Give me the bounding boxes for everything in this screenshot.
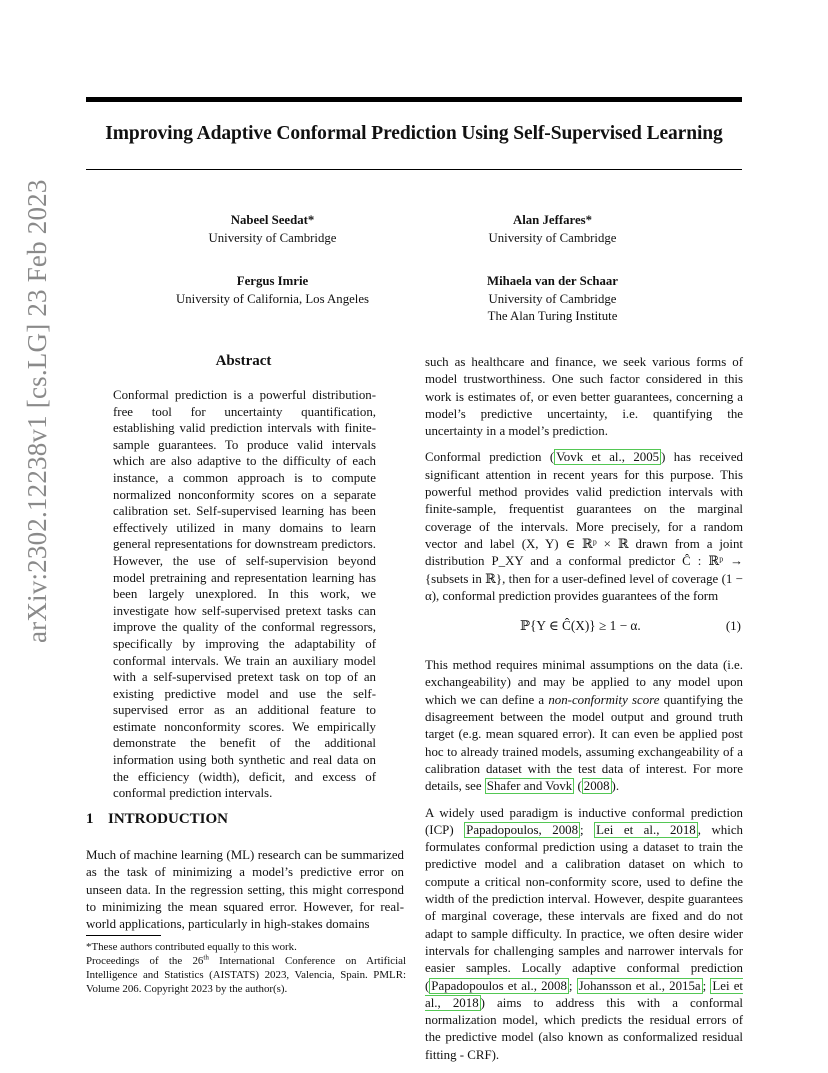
author-affiliation: University of Cambridge [488,291,617,306]
proceedings-text: Proceedings of the 26 [86,955,204,968]
intro-text: Much of machine learning (ML) research can be summarized as the task of minimizing a model’s predictive error on unseen data. In the regression setting, this might correspond to minimizing the mean squared error. However, for real-world applications, particularly in high-stakes domains [86,848,404,932]
intro-paragraph [86,847,404,933]
paragraph-text: ; [568,978,577,993]
paragraph-text: ; [580,822,595,837]
paragraph [425,449,743,605]
top-rule [86,97,742,102]
footnote-equal-contribution: *These authors contributed equally to this work. [86,941,297,953]
author-block [150,212,395,247]
abstract-text: Conformal prediction is a powerful distribution-free tool for uncertainty quantification, establishing valid prediction intervals with finite-sample guarantees. To produce valid intervals which are also adaptive to the difficulty of each instance, a common approach is to compute normalized nonconformity scores on a separate calibration set. Self-supervised learning has been effectively utilized in many domains to learn general representations for downstream predictors. However, the use of self-supervision beyond model pretraining and representation learning has been largely unexplored. In this work, we investigate how self-supervised pretext tasks can improve the quality of the conformal regressors, specifically by improving the adaptability of conformal intervals. We train an auxiliary model with a self-supervised pretext task on top of an existing predictive model and use the self-supervised error as an additional feature to estimate nonconformity scores. We empirically demonstrate the benefit of the additional information using both synthetic and real data on the efficiency (width), deficit, and excess of conformal prediction intervals. [113,388,376,801]
author-affiliation: The Alan Turing Institute [487,309,618,323]
author-name: Alan Jeffares* [512,213,593,227]
citation-link[interactable]: Lei et al., 2018 [425,978,744,1010]
author-name: Mihaela van der Schaar [487,274,618,288]
section-number: 1 [86,811,94,827]
emphasis-text: non-conformity score [548,692,660,707]
abstract-body [113,387,376,802]
paragraph: such as healthcare and finance, we seek various forms of model trustworthiness. One such factor considered in this work is estimates of, or even better guarantees, concerning a model’s predictive uncertainty, i.e. quantifying the uncertainty in a model’s prediction. [425,355,743,439]
paragraph-text: ) has received significant attention in recent years for this purpose. This powerful method provides valid prediction intervals with finite-sample, frequentist guarantees on the marginal coverage of the intervals. More precisely, for a random vector and label (X, Y) ∈ ℝᵖ × ℝ drawn from a joint distribution P_XY and a conformal predictor Ĉ : ℝᵖ → {subsets in ℝ}, then for a user-defined level of coverage (1 − α), conformal prediction provides guarantees of the form [425,450,743,603]
citation-link[interactable]: Vovk et al., 2005 [556,450,660,465]
citation-link[interactable]: Shafer and Vovk [486,779,573,794]
paragraph-text: , which formulates conformal prediction using a dataset to train the predictive model and a calibration dataset on which to compute a critical non-conformity score, used to define the width of the prediction interval. However, despite guarantees of marginal coverage, these intervals are fixed and do not adapt to sample difficulty. In practice, we often desire wider intervals for challenging samples and narrower intervals for easier samples. Locally adaptive conformal prediction ( [425,822,743,993]
author-affiliation: University of Cambridge [488,230,617,245]
paragraph-text: A widely used paradigm is inductive conformal prediction (ICP) [425,805,743,837]
citation-link[interactable]: 2008 [583,779,610,794]
section-heading [86,811,228,828]
paragraph [425,657,743,795]
author-block [150,273,395,308]
paragraph-text: ) aims to address this with a conformal normalization model, which predicts the residual errors of the predictive model (also known as conformalized residual fitting - CRF). [425,995,743,1062]
equation-body: ℙ{Y ∈ Ĉ(X)} ≥ 1 − α. [520,618,641,634]
citation-link[interactable]: Papadopoulos, 2008 [466,822,579,837]
arxiv-identifier: arXiv:2302.12238v1 [cs.LG] 23 Feb 2023 [22,179,52,643]
paragraph-text: ). [611,779,620,794]
author-name: Fergus Imrie [236,274,309,288]
paragraph-text: This method requires minimal assumptions on the data (i.e. exchangeability) and may be applied to any model upon which we can define a [425,658,743,707]
author-block [430,273,675,326]
paragraph-text: ; [702,978,711,993]
citation-link[interactable]: Lei et al., 2018 [596,822,696,837]
footnotes [86,940,406,996]
right-column [425,354,743,1073]
proceedings-text: International Conference on Artificial Intelligence and Statistics (AISTATS) 2023, Valencia, Spain. PMLR: Volume 206. Copyright 2023 by the author(s). [86,955,407,996]
author-affiliation: University of California, Los Angeles [176,291,369,306]
author-name: Nabeel Seedat* [230,213,315,227]
citation-link[interactable]: Johansson et al., 2015a [578,978,701,993]
footnote-proceedings [86,954,406,996]
paragraph [425,805,743,1064]
equation [425,615,743,641]
author-block [430,212,675,247]
equation-number: (1) [725,618,741,634]
title-rule [86,169,742,170]
section-title: INTRODUCTION [108,811,229,827]
citation-link[interactable]: Papadopoulos et al., 2008 [431,978,567,993]
paragraph-text: quantifying the disagreement between the model output and ground truth target (e.g. mean squared error). It can even be applied post hoc to already trained models, assuming exchangeability of a calibration dataset with the test data of interest. For more details, see [425,692,743,794]
ordinal-superscript: th [203,953,209,962]
author-affiliation: University of Cambridge [208,230,337,245]
paragraph-text: ( [574,779,582,794]
abstract-heading: Abstract [215,353,272,369]
paragraph-text: Conformal prediction ( [425,450,555,465]
paper-title: Improving Adaptive Conformal Prediction Using Self-Supervised Learning [105,123,723,144]
footnote-rule [86,935,161,936]
